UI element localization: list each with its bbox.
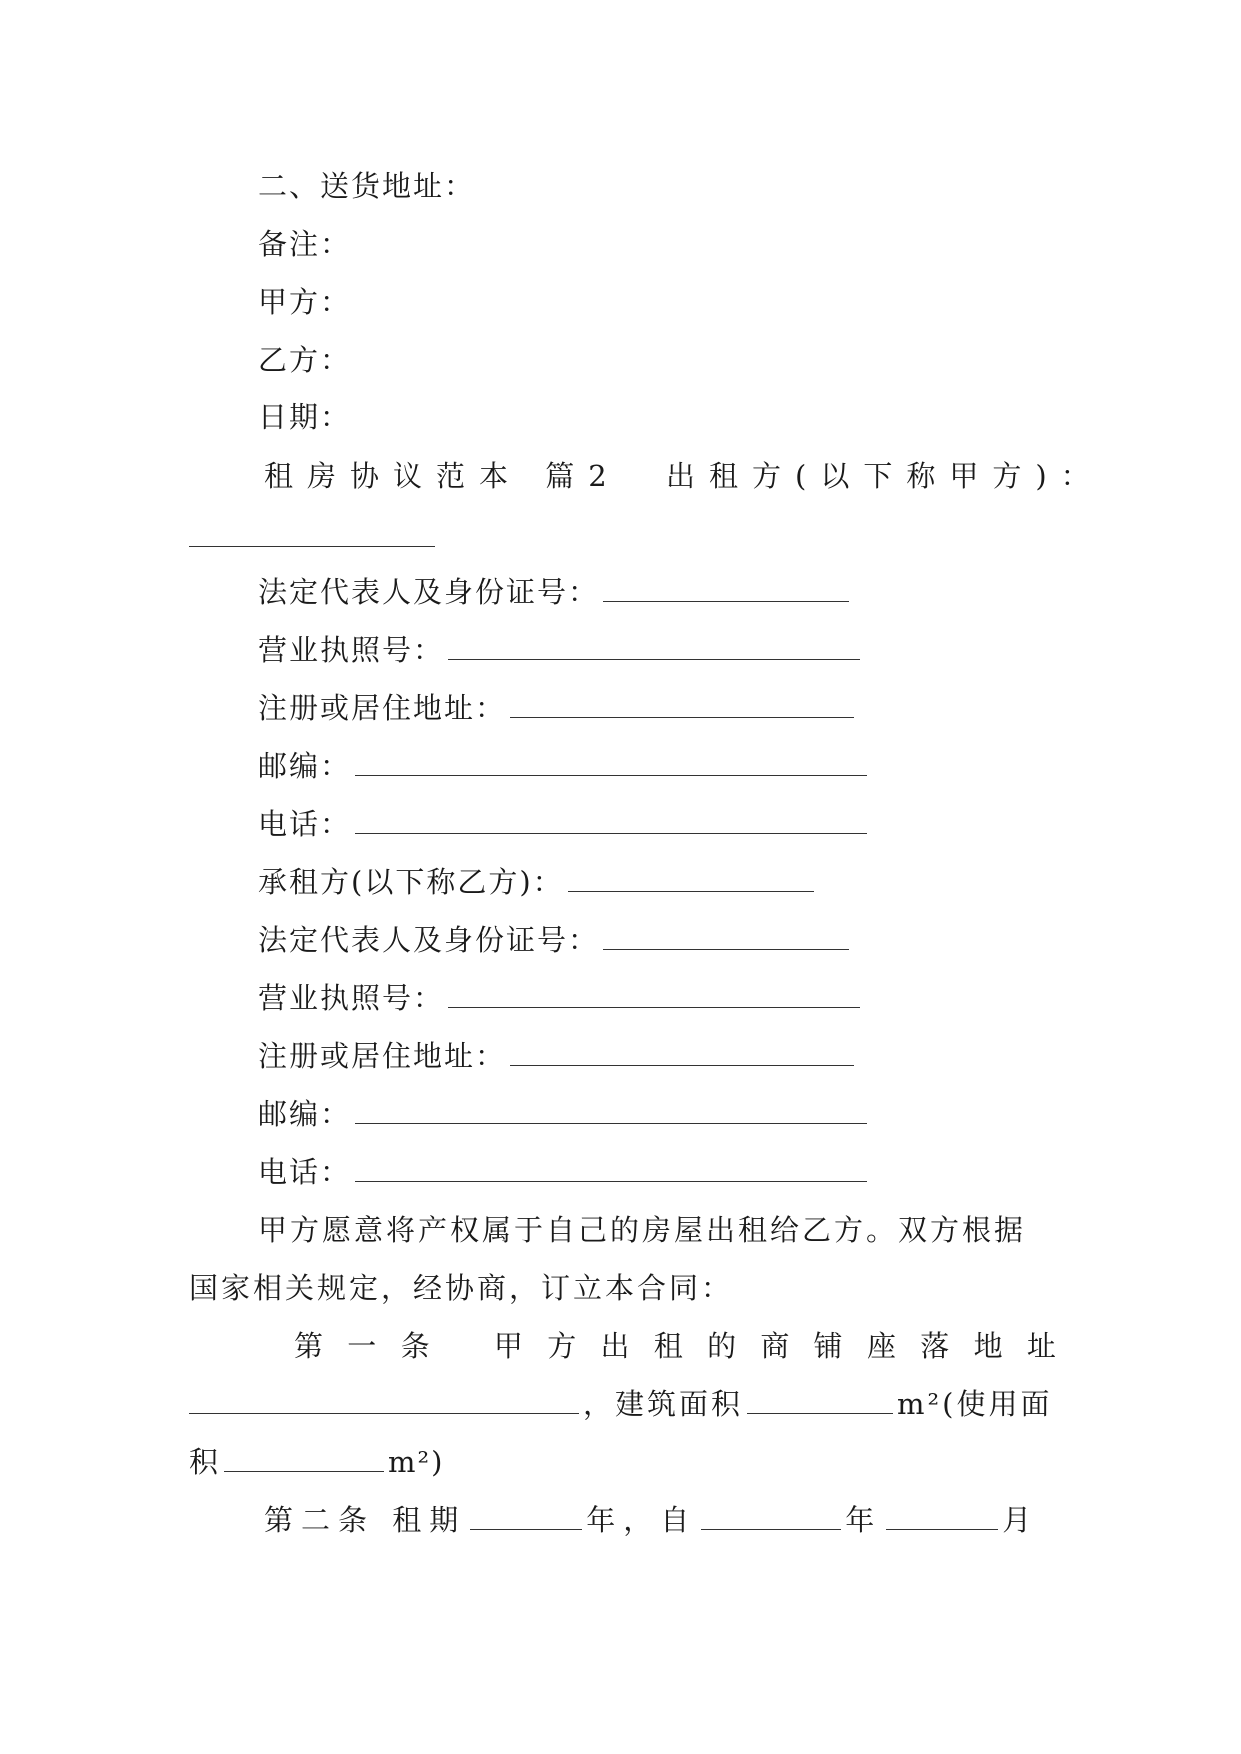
lessee-legal-rep-label: 法定代表人及身份证号： — [258, 923, 600, 957]
start-month-blank — [886, 1503, 998, 1530]
article-one-line3 — [189, 1442, 444, 1482]
article-one-char: 商 — [760, 1329, 790, 1363]
article-one-char: 址 — [1026, 1329, 1056, 1363]
article-one-line2 — [189, 1384, 1052, 1424]
lessee-postcode-blank — [355, 1097, 867, 1124]
lessee-license-line — [258, 978, 864, 1018]
lessee-phone-label: 电话： — [258, 1155, 352, 1189]
remarks-line: 备注： — [258, 227, 352, 261]
lessor-license-label: 营业执照号： — [258, 633, 445, 667]
lessee-license-label: 营业执照号： — [258, 981, 445, 1015]
lessee-address-blank — [510, 1039, 854, 1066]
lease-from-label: 年，自 — [586, 1503, 698, 1537]
usable-area-label: m²(使用面 — [897, 1387, 1053, 1421]
lessee-postcode-line — [258, 1094, 871, 1134]
article-two-line — [264, 1500, 1039, 1540]
lessee-line — [258, 862, 818, 902]
start-year-blank — [701, 1503, 841, 1530]
article-one-char: 甲 — [493, 1329, 523, 1363]
month-label: 月 — [1002, 1503, 1040, 1537]
article-one-char: 铺 — [813, 1329, 843, 1363]
article-one-char: 方 — [547, 1329, 577, 1363]
lessee-phone-line — [258, 1152, 871, 1192]
party-b-line: 乙方： — [258, 343, 352, 377]
article-one-char: 的 — [707, 1329, 737, 1363]
lessor-license-blank — [448, 633, 860, 660]
lessee-postcode-label: 邮编： — [258, 1097, 352, 1131]
lessor-phone-blank — [355, 807, 867, 834]
delivery-address-line: 二、送货地址： — [258, 169, 476, 203]
lessor-address-line — [258, 688, 858, 728]
party-a-line: 甲方： — [258, 285, 352, 319]
lessee-legal-rep-line — [258, 920, 853, 960]
lessor-postcode-line — [258, 746, 871, 786]
area-prefix: 积 — [189, 1445, 221, 1479]
lessee-license-blank — [448, 981, 860, 1008]
lessor-address-blank — [510, 691, 854, 718]
intro-paragraph-line1: 甲方愿意将产权属于自己的房屋出租给乙方。双方根据 — [258, 1213, 1027, 1247]
lessee-name-blank — [568, 865, 814, 892]
lessor-phone-label: 电话： — [258, 807, 352, 841]
lessor-address-label: 注册或居住地址： — [258, 691, 507, 725]
lessor-phone-line — [258, 804, 871, 844]
article-one-char: 出 — [600, 1329, 630, 1363]
lessee-legal-rep-blank — [603, 923, 849, 950]
intro-paragraph-line2: 国家相关规定，经协商，订立本合同： — [189, 1271, 734, 1305]
lessor-legal-rep-blank — [603, 575, 849, 602]
lessor-postcode-blank — [355, 749, 867, 776]
lessee-address-line — [258, 1036, 858, 1076]
lessor-legal-rep-label: 法定代表人及身份证号： — [258, 575, 600, 609]
shop-address-blank — [189, 1387, 579, 1414]
usable-area-blank — [224, 1445, 384, 1472]
date-line: 日期： — [258, 400, 352, 434]
lessor-legal-rep-line — [258, 572, 853, 612]
building-area-label: ，建筑面积 — [583, 1387, 744, 1421]
section-heading: 租房协议范本 篇2 — [264, 459, 621, 493]
article-one-char: 落 — [920, 1329, 950, 1363]
lessee-label: 承租方(以下称乙方)： — [258, 865, 564, 899]
lessor-postcode-label: 邮编： — [258, 749, 352, 783]
lessor-label: 出租方(以下称甲方)： — [666, 459, 1104, 493]
year-label: 年 — [845, 1503, 883, 1537]
lease-term-label: 第二条 租期 — [264, 1503, 467, 1537]
article-one-char: 一 — [347, 1329, 377, 1363]
article-one-char: 租 — [653, 1329, 683, 1363]
area-suffix: m²) — [388, 1445, 445, 1479]
article-one-char: 座 — [866, 1329, 896, 1363]
lease-years-blank — [470, 1503, 582, 1530]
lessor-license-line — [258, 630, 864, 670]
lessee-address-label: 注册或居住地址： — [258, 1039, 507, 1073]
article-one-char: 条 — [400, 1329, 430, 1363]
article-one-line1 — [294, 1326, 1056, 1366]
building-area-blank — [747, 1387, 893, 1414]
lessor-name-blank — [189, 546, 435, 547]
article-one-char: 第 — [294, 1329, 324, 1363]
lessee-phone-blank — [355, 1155, 867, 1182]
article-one-char: 地 — [973, 1329, 1003, 1363]
